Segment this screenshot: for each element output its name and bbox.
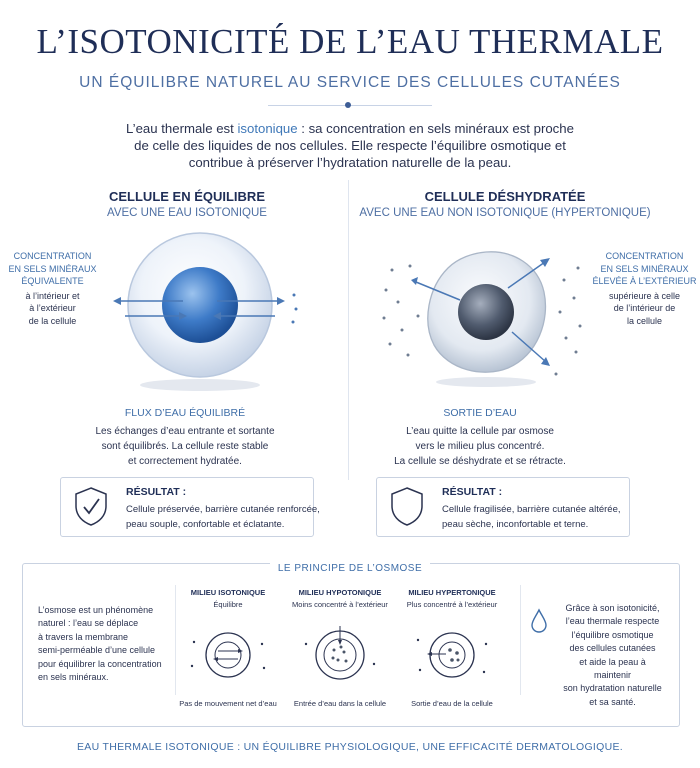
osmosis-left-text bbox=[38, 604, 168, 684]
medium-hypertonic-title: MILIEU HYPERTONIQUE bbox=[408, 588, 496, 597]
right-column-header bbox=[355, 189, 655, 219]
left-side-bold-1: CONCENTRATION bbox=[13, 251, 92, 261]
hypertonic-diagram bbox=[412, 620, 492, 690]
osmosis-left-line-6: en sels minéraux. bbox=[38, 672, 109, 683]
osmosis-right-line-5: et aide la peau à maintenir bbox=[579, 656, 646, 681]
osmosis-right-line-7: et sa santé. bbox=[589, 696, 636, 707]
left-result-box bbox=[60, 477, 320, 537]
hypotonic-diagram bbox=[300, 620, 380, 690]
isotonic-cell-illustration bbox=[95, 225, 305, 395]
osmosis-title bbox=[0, 558, 700, 576]
medium-isotonic-sub: Équilibre bbox=[213, 600, 243, 609]
left-flux-text bbox=[55, 424, 315, 469]
osmosis-right-line-6: son hydratation naturelle bbox=[563, 683, 662, 694]
medium-hypertonic-caption: Sortie d’eau de la cellule bbox=[411, 699, 493, 708]
intro-highlight: isotonique bbox=[237, 121, 298, 136]
left-result-line-2: peau souple, confortable et éclatante. bbox=[126, 519, 285, 530]
medium-hypertonic-sub: Plus concentré à l’extérieur bbox=[406, 600, 498, 609]
medium-hypotonic-sub: Moins concentré à l’extérieur bbox=[292, 600, 388, 609]
left-flux-line-3: et correctement hydratée. bbox=[128, 456, 242, 467]
left-result-text bbox=[126, 502, 341, 532]
intro-text-2: : sa concentration en sels minéraux est proche de celle des liquides de nos cellules. Elle respecte l’équilibre osmotique et contribue à préserver l’hydratation naturelle de la peau. bbox=[134, 121, 574, 170]
right-result-text bbox=[442, 502, 657, 532]
left-column-header bbox=[37, 189, 337, 219]
column-divider bbox=[348, 180, 349, 480]
isotonic-diagram bbox=[188, 620, 268, 690]
right-flux bbox=[355, 407, 605, 469]
right-flux-title: SORTIE D’EAU bbox=[443, 407, 517, 419]
water-drop-icon bbox=[530, 608, 548, 634]
medium-isotonic bbox=[173, 588, 283, 609]
right-flux-line-1: L’eau quitte la cellule par osmose bbox=[406, 426, 554, 437]
right-side-text-3: la cellule bbox=[626, 315, 663, 326]
title-divider-dot bbox=[345, 102, 351, 108]
intro-text-1: L’eau thermale est bbox=[126, 121, 238, 136]
osmosis-left-line-1: L’osmose est un phénomène bbox=[38, 605, 154, 615]
left-flux-title: FLUX D’EAU ÉQUILIBRÉ bbox=[124, 407, 246, 419]
left-side-text-3: de la cellule bbox=[28, 315, 77, 326]
right-side-bold-2: EN SELS MINÉRAUX bbox=[600, 263, 689, 274]
right-side-bold-3: ÉLEVÉE À L’EXTÉRIEUR bbox=[592, 276, 697, 286]
left-result-line-1: Cellule préservée, barrière cutanée renforcée, bbox=[126, 504, 320, 515]
right-flux-line-3: La cellule se déshydrate et se rétracte. bbox=[394, 456, 566, 467]
dehydrated-cell-illustration bbox=[378, 240, 593, 400]
right-flux-line-2: vers le milieu plus concentré. bbox=[415, 441, 545, 452]
intro-paragraph bbox=[120, 120, 580, 171]
medium-hypotonic-title: MILIEU HYPOTONIQUE bbox=[298, 588, 382, 597]
osmosis-left-line-4: semi-perméable d’une cellule bbox=[38, 645, 156, 656]
left-flux bbox=[55, 407, 315, 469]
right-result-title: RÉSULTAT : bbox=[442, 486, 503, 498]
left-side-text-1: à l’intérieur et bbox=[25, 290, 80, 301]
cell-shadow bbox=[140, 379, 260, 391]
right-side-bold-1: CONCENTRATION bbox=[605, 251, 684, 261]
left-side-bold-3: ÉQUIVALENTE bbox=[21, 276, 84, 286]
osmosis-right-line-1: Grâce à son isotonicité, bbox=[565, 603, 660, 613]
right-heading: CELLULE DÉSHYDRATÉE bbox=[424, 189, 586, 204]
right-subheading: AVEC UNE EAU NON ISOTONIQUE (HYPERTONIQUE) bbox=[359, 207, 651, 219]
left-side-note bbox=[5, 250, 100, 327]
page-subtitle: UN ÉQUILIBRE NATUREL AU SERVICE DES CELLULES CUTANÉES bbox=[79, 74, 621, 91]
cell-nucleus bbox=[162, 267, 238, 343]
medium-isotonic-title: MILIEU ISOTONIQUE bbox=[190, 588, 266, 597]
osmosis-right-text bbox=[560, 602, 665, 709]
osmosis-left-line-5: pour équilibrer la concentration bbox=[38, 658, 162, 669]
right-result-line-1: Cellule fragilisée, barrière cutanée altérée, bbox=[442, 504, 621, 515]
left-result-title: RÉSULTAT : bbox=[126, 486, 187, 498]
osmosis-left-line-3: à travers la membrane bbox=[38, 631, 129, 642]
left-side-bold-2: EN SELS MINÉRAUX bbox=[8, 263, 97, 274]
osmosis-right-line-2: l’eau thermale respecte bbox=[565, 616, 660, 627]
right-result-box bbox=[376, 477, 630, 537]
osmosis-divider-2 bbox=[520, 585, 521, 695]
left-heading: CELLULE EN ÉQUILIBRE bbox=[108, 189, 265, 204]
left-flux-line-1: Les échanges d’eau entrante et sortante bbox=[95, 426, 275, 437]
right-side-note bbox=[592, 250, 697, 327]
cell-shadow bbox=[436, 377, 536, 387]
osmosis-title-text: LE PRINCIPE DE L’OSMOSE bbox=[270, 563, 430, 574]
page-title: L’ISOTONICITÉ DE L’EAU THERMALE bbox=[36, 22, 664, 61]
left-subheading: AVEC UNE EAU ISOTONIQUE bbox=[107, 207, 267, 219]
osmosis-left-line-2: naturel : l’eau se déplace bbox=[38, 618, 139, 629]
right-result-line-2: peau sèche, inconfortable et terne. bbox=[442, 519, 589, 530]
osmosis-right-line-4: des cellules cutanées bbox=[569, 643, 656, 654]
medium-hypertonic bbox=[397, 588, 507, 609]
medium-hypotonic bbox=[285, 588, 395, 609]
right-flux-text bbox=[355, 424, 605, 469]
shield-check-icon bbox=[73, 486, 109, 526]
right-side-text-1: supérieure à celle bbox=[608, 290, 681, 301]
footer-tagline: EAU THERMALE ISOTONIQUE : UN ÉQUILIBRE PHYSIOLOGIQUE, UNE EFFICACITÉ DERMATOLOGIQUE. bbox=[76, 741, 623, 753]
osmosis-right-line-3: l’équilibre osmotique bbox=[571, 629, 654, 640]
left-flux-line-2: sont équilibrés. La cellule reste stable bbox=[101, 441, 269, 452]
right-side-text-2: de l’intérieur de bbox=[613, 303, 676, 313]
medium-isotonic-caption: Pas de mouvement net d’eau bbox=[179, 699, 277, 708]
shield-icon bbox=[389, 486, 425, 526]
left-side-text-2: à l’extérieur bbox=[29, 303, 76, 313]
medium-hypotonic-caption: Entrée d’eau dans la cellule bbox=[293, 699, 387, 708]
cell-nucleus bbox=[458, 284, 514, 340]
